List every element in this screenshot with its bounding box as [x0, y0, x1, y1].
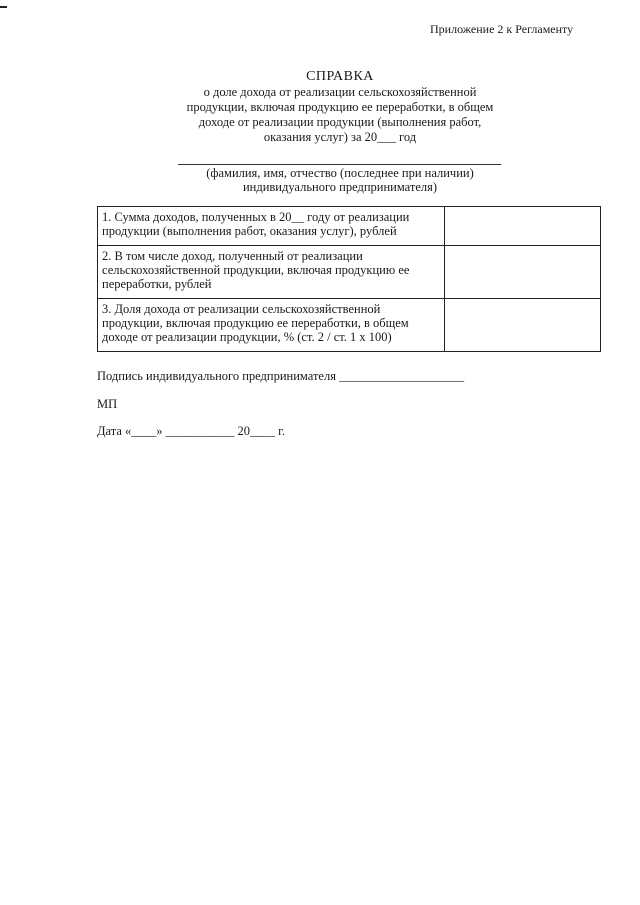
name-fill-line[interactable]	[178, 164, 501, 165]
row-value-2[interactable]	[445, 246, 601, 299]
appendix-label: Приложение 2 к Регламенту	[430, 22, 574, 36]
row-value-1[interactable]	[445, 207, 601, 246]
name-caption-line-2: индивидуального предпринимателя)	[242, 180, 438, 194]
document-title: СПРАВКА	[306, 69, 374, 84]
signature-field[interactable]: Подпись индивидуального предпринимателя ____________________	[97, 369, 465, 383]
title-line-2: продукции, включая продукцию ее переработки, в общем	[186, 100, 494, 114]
row-label-3: 3. Доля дохода от реализации сельскохозяйственной продукции, включая продукцию ее переработки, в общем доходе от реализации продукции, % (ст. 2 / ст. 1 х 100)	[98, 299, 445, 352]
title-block	[160, 69, 520, 145]
stamp-label: МП	[97, 397, 118, 411]
table-row	[98, 207, 601, 246]
name-caption	[160, 166, 520, 194]
title-line-1: о доле дохода от реализации сельскохозяйственной	[203, 85, 477, 99]
name-caption-line-1: (фамилия, имя, отчество (последнее при наличии)	[206, 166, 474, 180]
title-line-3: доходе от реализации продукции (выполнения работ,	[198, 115, 482, 129]
row-label-2: 2. В том числе доход, полученный от реализации сельскохозяйственной продукции, включая продукцию ее переработки, рублей	[98, 246, 445, 299]
row-label-1: 1. Сумма доходов, полученных в 20__ году от реализации продукции (выполнения работ, оказания услуг), рублей	[98, 207, 445, 246]
title-line-4: оказания услуг) за 20___ год	[263, 130, 417, 144]
row-value-3[interactable]	[445, 299, 601, 352]
scan-edge-mark	[0, 6, 7, 8]
date-field[interactable]: Дата «____» ___________ 20____ г.	[97, 424, 286, 438]
table-row	[98, 299, 601, 352]
table-row	[98, 246, 601, 299]
income-table	[97, 206, 601, 352]
